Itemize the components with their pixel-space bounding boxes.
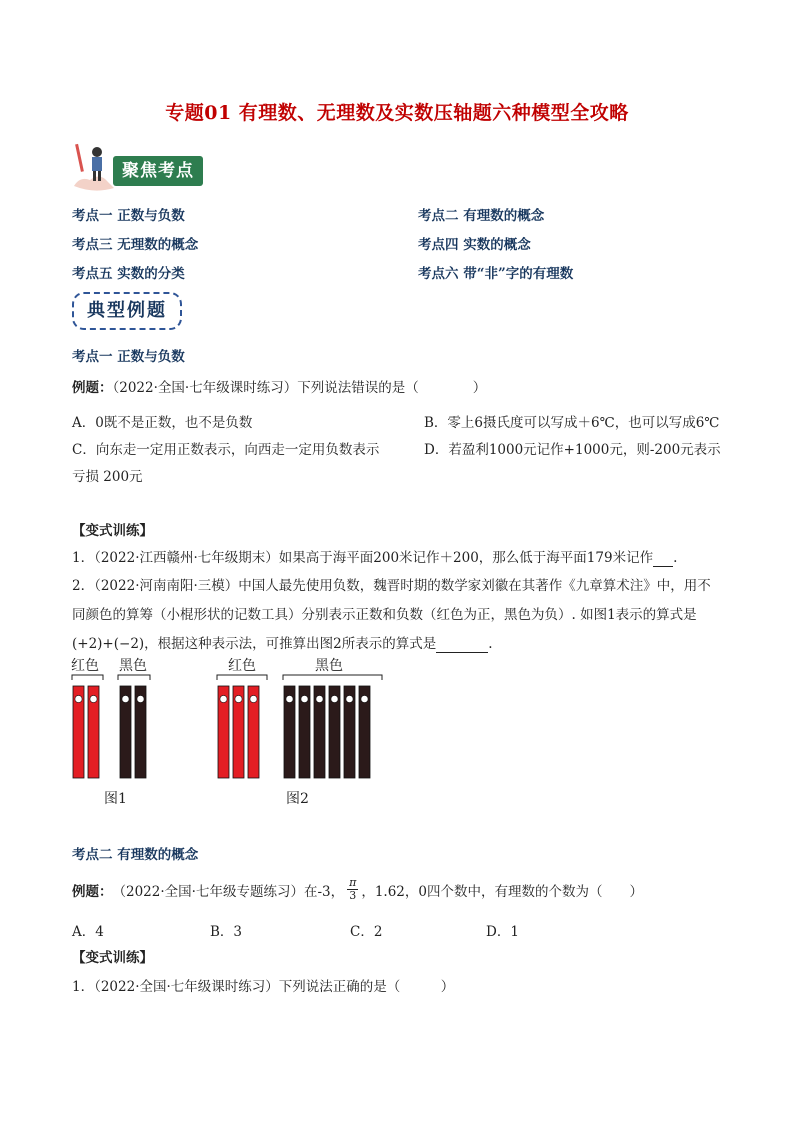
s1-option-b: B．零上6摄氏度可以写成＋6℃，也可以写成6℃ (424, 415, 720, 431)
fig2-black-rod-hole (286, 695, 293, 702)
fig1-black-rod-hole (137, 695, 144, 702)
q1-blank (653, 550, 673, 567)
examples-badge: 典型例题 (72, 292, 182, 330)
section1-example (72, 376, 486, 396)
s1-q2-line3 (72, 632, 493, 653)
s1-option-d: D．若盈利1000元记作+1000元，则-200元表示 (424, 442, 721, 458)
q2-end: . (488, 636, 493, 652)
fig1-red-rod-hole (75, 695, 82, 702)
s2-training-label: 【变式训练】 (72, 950, 153, 966)
section1-heading: 考点一 正数与负数 (72, 349, 185, 365)
key-point-2: 考点二 有理数的概念 (418, 208, 545, 224)
s2-option-b: B．3 (210, 924, 243, 940)
s1-training-label: 【变式训练】 (72, 523, 153, 539)
s1-q2-line1: 2．（2022·河南南阳·三模）中国人最先使用负数，魏晋时期的数学家刘徽在其著作《九章算术注》中，用不 (72, 578, 711, 594)
section2-example (72, 877, 643, 902)
banner-label: 聚焦考点 (113, 156, 203, 186)
key-point-4: 考点四 实数的概念 (418, 237, 531, 253)
frac-denominator: 3 (349, 889, 357, 902)
counting-rods-figure (60, 670, 400, 790)
key-point-5: 考点五 实数的分类 (72, 266, 185, 282)
q1-text: 1．（2022·江西赣州·七年级期末）如果高于海平面200米记作＋200，那么低于海平面179米记作 (72, 550, 654, 566)
rods-group (73, 686, 370, 778)
section2-heading: 考点二 有理数的概念 (72, 847, 199, 863)
example-text: （2022·全国·七年级课时练习）下列说法错误的是（ ） (112, 380, 487, 396)
s1-option-c: C．向东走一定用正数表示，向西走一定用负数表示 (72, 442, 380, 458)
s2-example-post: ，1.62，0四个数中，有理数的个数为（ ） (361, 883, 643, 900)
fig2-red-rod-hole (235, 695, 242, 702)
fig2-red-rod-hole (250, 695, 257, 702)
s2-example-label: 例题： (72, 883, 113, 900)
q2-blank (436, 636, 488, 653)
s1-option-a: A．0既不是正数，也不是负数 (72, 415, 253, 431)
fig2-black-rod-hole (316, 695, 323, 702)
fig1-black-rod-hole (122, 695, 129, 702)
fig2-red-rod-hole (220, 695, 227, 702)
s2-option-d: D．1 (486, 924, 519, 940)
focus-banner (70, 142, 205, 194)
s1-q2-line2: 同颜色的算筹（小棍形状的记数工具）分别表示正数和负数（红色为正，黑色为负）. 如图1表示的算式是 (72, 607, 697, 623)
page-title: 专题01 有理数、无理数及实数压轴题六种模型全攻略 (165, 102, 629, 124)
fig1-black-label: 黑色 (119, 658, 147, 674)
key-point-1: 考点一 正数与负数 (72, 208, 185, 224)
s2-option-a: A．4 (72, 924, 104, 940)
s2-example-pre: （2022·全国·七年级专题练习）在-3， (112, 883, 345, 900)
s2-option-c: C．2 (350, 924, 383, 940)
key-point-6: 考点六 带“非”字的有理数 (418, 266, 574, 282)
fig2-caption: 图2 (286, 791, 309, 807)
fig2-black-rod-hole (361, 695, 368, 702)
s2-question-1: 1．（2022·全国·七年级课时练习）下列说法正确的是（ ） (72, 979, 455, 995)
fig2-black-rod-hole (346, 695, 353, 702)
s1-option-d-cont: 亏损 200元 (72, 469, 143, 485)
fig1-red-label: 红色 (71, 658, 99, 674)
fig2-red-label: 红色 (228, 658, 256, 674)
key-point-3: 考点三 无理数的概念 (72, 237, 199, 253)
q1-end: . (673, 550, 678, 566)
pi-over-3-fraction (347, 877, 358, 902)
s1-question-1 (72, 546, 677, 567)
fig2-black-rod-hole (301, 695, 308, 702)
fig2-black-label: 黑色 (315, 658, 343, 674)
fig1-caption: 图1 (104, 791, 127, 807)
fig1-red-rod-hole (90, 695, 97, 702)
q2-line3-text: (+2)+(−2)，根据这种表示法，可推算出图2所表示的算式是 (72, 636, 437, 652)
example-label: 例题： (72, 380, 113, 396)
fig2-black-rod-hole (331, 695, 338, 702)
frac-numerator: π (349, 876, 357, 889)
bracket-lines (72, 675, 382, 680)
